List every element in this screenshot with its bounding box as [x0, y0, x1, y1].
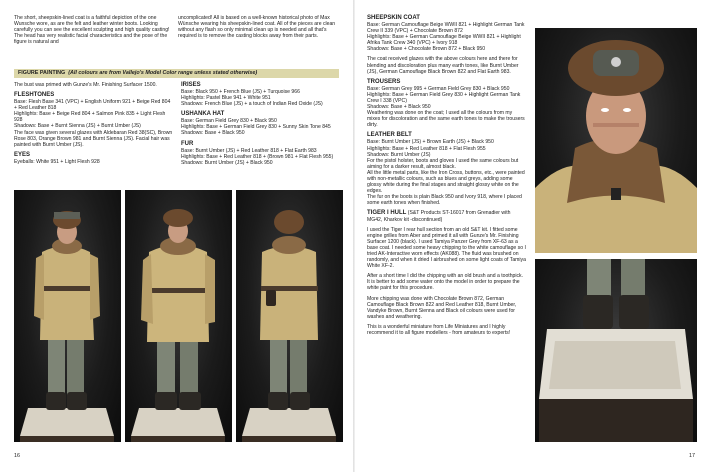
- fur-heading: FUR: [181, 140, 194, 147]
- bust-closeup-illustration: [535, 28, 697, 253]
- paint-column-1: [14, 82, 174, 169]
- boots-base-photo: [535, 259, 697, 442]
- bust-closeup-photo: [535, 28, 697, 253]
- figure-front-illustration: [14, 190, 121, 442]
- irises-text: Base: Black 950 + French Blue (JS) + Turquoise 966 Highlights: Pastel Blue 941 + White 951 Shadows: French Blue (JS) + a touch of Indian Red Oxide (JS): [181, 89, 323, 108]
- eyes-heading: EYES: [14, 151, 31, 158]
- fleshtones-text: Base: Flesh Base 341 (VPC) + English Uniform 921 + Beige Red 804 + Red Leather 818 Highlights: Base + Beige Red 804 + Salmon Pink 835 + Light Flesh 928 Shadows: Base + Burnt Sienna (JS) + Burnt Umber (JS) The face was given several glazes with Aldebaran Red 38(SC), Brown Rose 803, Orange Brown 981 and Burnt Sienna (JS). Facial hair was painted with Burnt Umber (JS).: [14, 99, 173, 148]
- figure-photo-front: [14, 190, 121, 442]
- figure-photo-back: [236, 190, 343, 442]
- primer-text: The bust was primed with Gunze's Mr. Finishing Surfacer 1500.: [14, 82, 157, 88]
- eyes-text: Eyeballs: White 951 + Light Flesh 928: [14, 158, 100, 165]
- figure-photo-side: [125, 190, 232, 442]
- tiger-subheading: (S&T Products ST-16017 from Grenadier with MG42, Kharkov kit -discontinued): [367, 210, 511, 223]
- fleshtones-heading: FLESHTONES: [14, 92, 55, 99]
- belt-text: Base: Burnt Umber (JS) + Brown Earth (JS) + Black 950 Highlights: Base + Red Leather 818 + Flat Flesh 955 Shadows: Burnt Umber (JS) For the pistol holster, boots and gloves I used the same colours but aiming for a darker result, almost black. All the little metal parts, like the Iron Cross, buttons, etc., were painted with non-metallic colours, such as blues and greys, adding some glossy white during the final stages and straight glossy white on the edges. The fur on the boots is plain Black 950 and Ivory 918, where I placed some earth tones when finished.: [367, 139, 525, 207]
- tiger-text-4: This is a wonderful miniature from Life Miniatures and I highly recommend it to all figure modellers - from amateurs to experts!: [367, 323, 511, 337]
- tiger-text-2: After a short time I did the chipping with an old brush and a toothpick. It is better to add some water onto the model in order to prepare the white paint for this procedure.: [367, 273, 524, 292]
- text-column-right: [367, 15, 526, 340]
- tiger-text-1: I used the Tiger I rear hull section from an old S&T kit. I fitted some engine grilles from Aber and primed it all with Gunze's Mr. Finishing Surfacer 1200 (black). I used Tamiya Panzer Grey from XF-63 as a base coat. I needed some heavy chipping to the white camouflage so I tried AK-Interactive worn effects (AK088). The fluid was brushed on randomly, and when it dried I airbrushed on some light coats of Tamiya White XF-2.: [367, 226, 526, 270]
- intro-column-2: [178, 15, 339, 43]
- irises-heading: IRISES: [181, 82, 201, 88]
- intro-column-1: [14, 15, 174, 49]
- page-number-left: 16: [14, 453, 20, 459]
- belt-heading: LEATHER BELT: [367, 132, 412, 139]
- figure-side-illustration: [125, 190, 232, 442]
- boots-base-illustration: [535, 259, 697, 442]
- ushanka-heading: USHANKA HAT: [181, 111, 225, 118]
- band-note: (All colours are from Vallejo's Model Color range unless stated otherwise): [68, 70, 258, 76]
- fur-text: Base: Burnt Umber (JS) + Red Leather 818 + Flat Earth 983 Highlights: Base + Red Leather 818 + (Brown 981 + Flat Flesh 955) Shadows: Burnt Umber (JS) + Black 950: [181, 147, 334, 166]
- intro-text-2: uncomplicated! All is based on a well-known historical photo of Max Wünsche wearing his sheepskin-lined coat. All of the pieces are clean without any flash so only minimal clean up is needed and all that's required is to remove the casting blocks away from their parts.: [178, 15, 336, 40]
- coat-heading: SHEEPSKIN COAT: [367, 15, 420, 21]
- figure-painting-band: [14, 69, 339, 78]
- intro-text-1: The short, sheepskin-lined coat is a faithful depiction of the one Wunsche wore, as are the felt and leather winter boots. Looking carefully you can see the excellent sculpting and high quality casting! The head has very realistic facial characteristics and the pose of the figure is natural and: [14, 15, 170, 46]
- left-page: [0, 0, 354, 472]
- trousers-text: Base: German Grey 995 + German Field Grey 830 + Black 950 Highlights: Base + German Field Grey 830 + Highlight German Tank Crew I 338 (VPC) Shadows: Base + Black 950 Weathering was done on the coat; I used all the colours from my mixes for discoloration and the same earth tones to make the trousers dirty.: [367, 85, 525, 129]
- figure-back-illustration: [236, 190, 343, 442]
- ushanka-text: Base: German Field Grey 830 + Black 950 Highlights: Base + German Field Grey 830 + Sunny Skin Tone 845 Shadows: Base + Black 950: [181, 118, 331, 137]
- band-title: FIGURE PAINTING: [18, 70, 66, 76]
- coat-text: Base: German Camouflage Beige WWII 821 + Highlight German Tank Crew II 339 (VPC) + Chocolate Brown 872 Highlights: Base + German Camouflage Beige WWII 821 + Highlight Afrika Tank Crew 340 (VPC) + Ivory 918 Shadows: Base + Chocolate Brown 872 + Black 950: [367, 22, 525, 53]
- tiger-text-3: More chipping was done with Chocolate Brown 872, German Camouflage Black Brown 822 and Red Leather 818, Burnt Umber, Vandyke Brown, Burnt Sienna and Black oil colours were used for washes and weathering.: [367, 295, 517, 320]
- paint-column-2: [181, 82, 339, 170]
- coat-note: The coat received glazes with the above colours here and there for blending and discoloration plus many earth tones, like Burnt Umber (JS), German Camouflage Black Brown 822 and Flat Earth 983.: [367, 56, 519, 75]
- trousers-heading: TROUSERS: [367, 78, 401, 85]
- right-page: [355, 0, 709, 472]
- tiger-heading: TIGER I HULL: [367, 210, 407, 217]
- page-number-right: 17: [689, 453, 695, 459]
